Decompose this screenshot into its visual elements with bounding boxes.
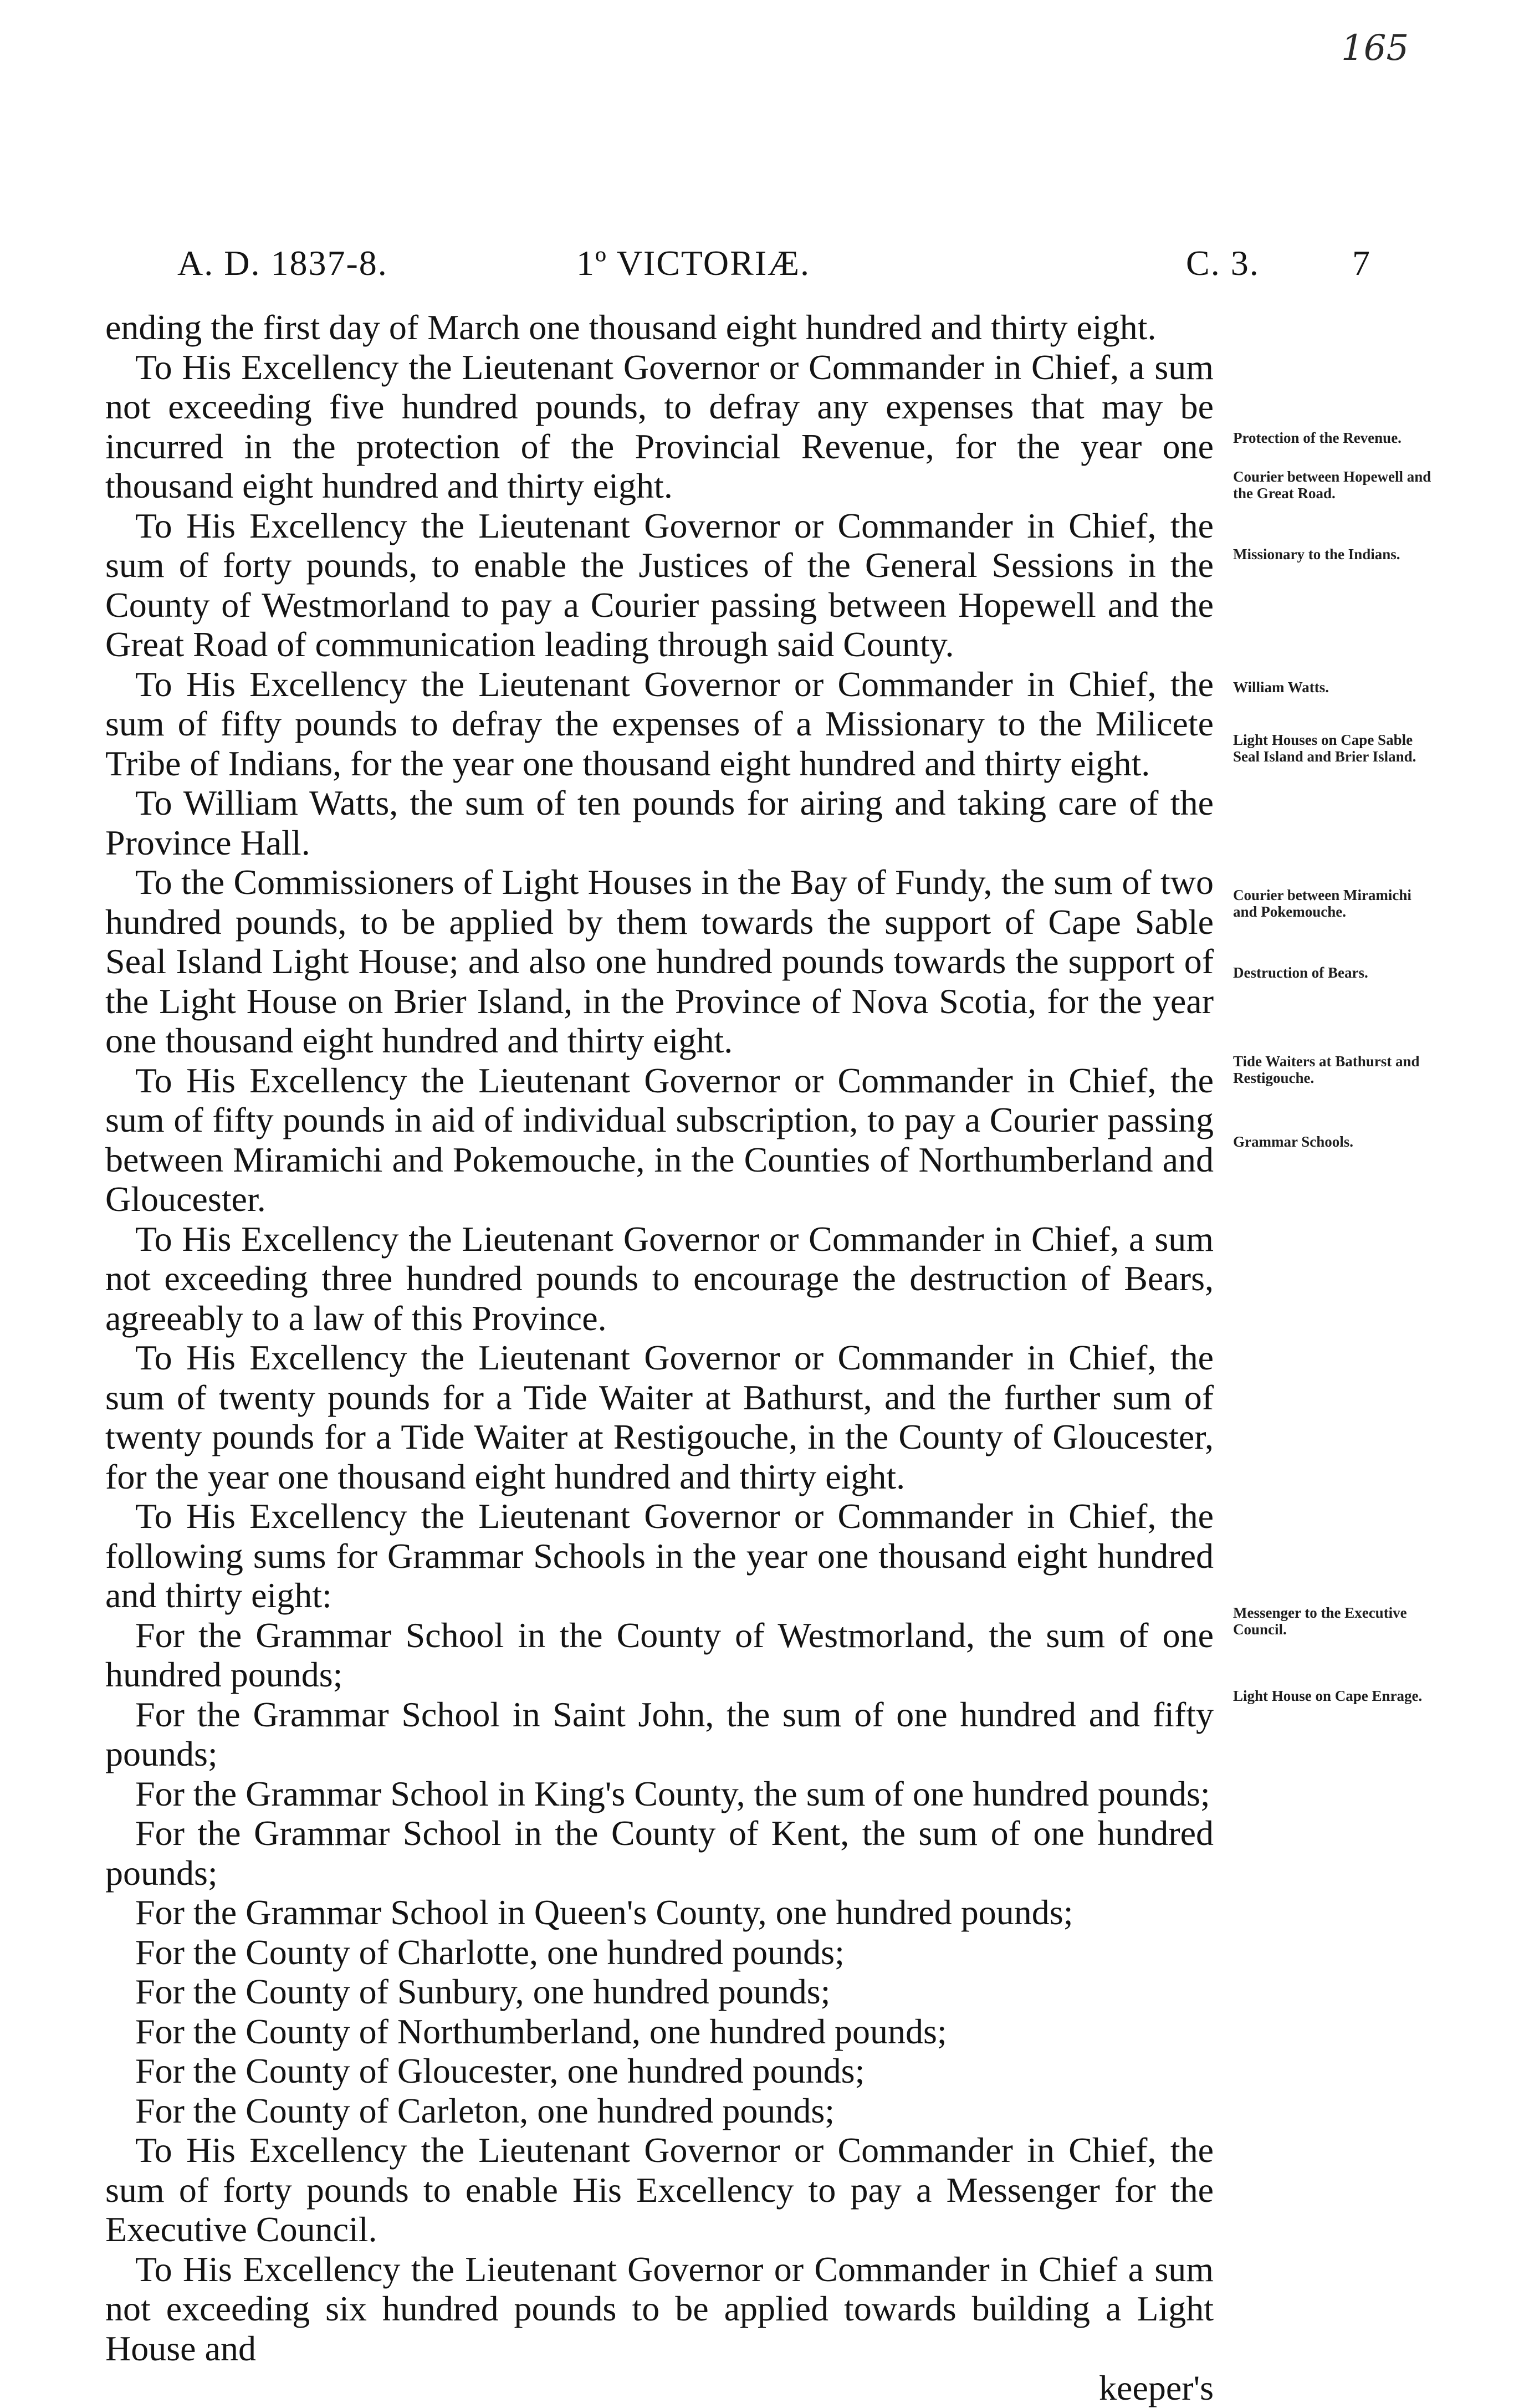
margin-note: Destruction of Bears.: [1233, 964, 1368, 981]
body-paragraph: ending the first day of March one thousand eight hundred and thirty eight.: [105, 308, 1157, 347]
body-paragraph: For the County of Charlotte, one hundred pounds;: [135, 1932, 845, 1972]
body-paragraph: keeper's: [1099, 2368, 1214, 2407]
margin-note: Light Houses on Cape Sable Seal Island and Brier Island.: [1233, 732, 1416, 765]
body-paragraph: For the Grammar School in the County of Kent, the sum of one hundred pounds;: [105, 1813, 1214, 1893]
running-head-reign: 1º VICTORIÆ.: [576, 243, 810, 283]
body-paragraph: To His Excellency the Lieutenant Governor or Commander in Chief, the sum of forty pounds, to enable the Justices of the General Sessions in the County of Westmorland to pay a Courier passing between Hopewell and the Great Road of communication leading through said County.: [105, 505, 1214, 664]
margin-note: Courier between Miramichi and Pokemouche.: [1233, 887, 1411, 920]
body-paragraph: For the County of Carleton, one hundred pounds;: [135, 2090, 835, 2130]
body-paragraph: For the County of Gloucester, one hundred pounds;: [135, 2051, 865, 2090]
body-paragraph: To His Excellency the Lieutenant Governor or Commander in Chief, the sum of forty pounds to enable His Excellency to pay a Messenger for the Executive Council.: [105, 2130, 1214, 2249]
body-paragraph: For the County of Northumberland, one hundred pounds;: [135, 2011, 947, 2051]
statute-body-text: [105, 308, 1214, 2408]
body-paragraph: To His Excellency the Lieutenant Governor or Commander in Chief, the sum of fifty pounds to defray the expenses of a Missionary to the Milicete Tribe of Indians, for the year one thousand eight hundred and thirty eight.: [105, 664, 1214, 783]
body-paragraph: To His Excellency the Lieutenant Governor or Commander in Chief, a sum not exceeding three hundred pounds to encourage the destruction of Bears, agreeably to a law of this Province.: [105, 1219, 1214, 1338]
margin-note: Protection of the Revenue.: [1233, 430, 1402, 446]
margin-note: Missionary to the Indians.: [1233, 546, 1400, 563]
body-paragraph: To His Excellency the Lieutenant Governor or Commander in Chief, a sum not exceeding five hundred pounds, to defray any expenses that may be incurred in the protection of the Provincial Revenue, for the year one thousand eight hundred and thirty eight.: [105, 347, 1214, 505]
margin-note: Tide Waiters at Bathurst and Restigouche.: [1233, 1053, 1420, 1086]
margin-note: Courier between Hopewell and the Great Road.: [1233, 468, 1431, 502]
margin-note: William Watts.: [1233, 679, 1329, 696]
margin-note: Messenger to the Executive Council.: [1233, 1604, 1407, 1638]
body-paragraph: For the Grammar School in the County of Westmorland, the sum of one hundred pounds;: [105, 1615, 1214, 1694]
body-paragraph: For the Grammar School in Queen's County, one hundred pounds;: [135, 1893, 1073, 1932]
body-paragraph: For the Grammar School in King's County, the sum of one hundred pounds;: [135, 1773, 1210, 1813]
body-paragraph: To His Excellency the Lieutenant Governor or Commander in Chief a sum not exceeding six hundred pounds to be applied towards building a Light House and: [105, 2249, 1214, 2368]
running-head-year: A. D. 1837-8.: [177, 243, 388, 283]
handwritten-folio-number: 165: [1341, 28, 1409, 69]
marginal-notes: [1233, 0, 1433, 2295]
running-head-chapter: C. 3.: [1186, 243, 1260, 283]
page-number: 7: [1352, 243, 1371, 283]
body-paragraph: To His Excellency the Lieutenant Governor or Commander in Chief, the sum of fifty pounds in aid of individual subscription, to pay a Courier passing between Miramichi and Pokemouche, in the Counties of Northumberland and Gloucester.: [105, 1060, 1214, 1219]
body-paragraph: For the Grammar School in Saint John, the sum of one hundred and fifty pounds;: [105, 1694, 1214, 1773]
body-paragraph: To William Watts, the sum of ten pounds for airing and taking care of the Province Hall.: [105, 783, 1214, 862]
body-paragraph: To the Commissioners of Light Houses in the Bay of Fundy, the sum of two hundred pounds, to be applied by them towards the support of Cape Sable Seal Island Light House; and also one hundred pounds towards the support of the Light House on Brier Island, in the Province of Nova Scotia, for the year one thousand eight hundred and thirty eight.: [105, 862, 1214, 1060]
body-paragraph: To His Excellency the Lieutenant Governor or Commander in Chief, the following sums for Grammar Schools in the year one thousand eight hundred and thirty eight:: [105, 1496, 1214, 1615]
margin-note: Grammar Schools.: [1233, 1133, 1353, 1150]
body-paragraph: For the County of Sunbury, one hundred pounds;: [135, 1972, 831, 2011]
margin-note: Light House on Cape Enrage.: [1233, 1688, 1423, 1704]
body-paragraph: To His Excellency the Lieutenant Governor or Commander in Chief, the sum of twenty pounds for a Tide Waiter at Bathurst, and the further sum of twenty pounds for a Tide Waiter at Restigouche, in the County of Gloucester, for the year one thousand eight hundred and thirty eight.: [105, 1338, 1214, 1496]
